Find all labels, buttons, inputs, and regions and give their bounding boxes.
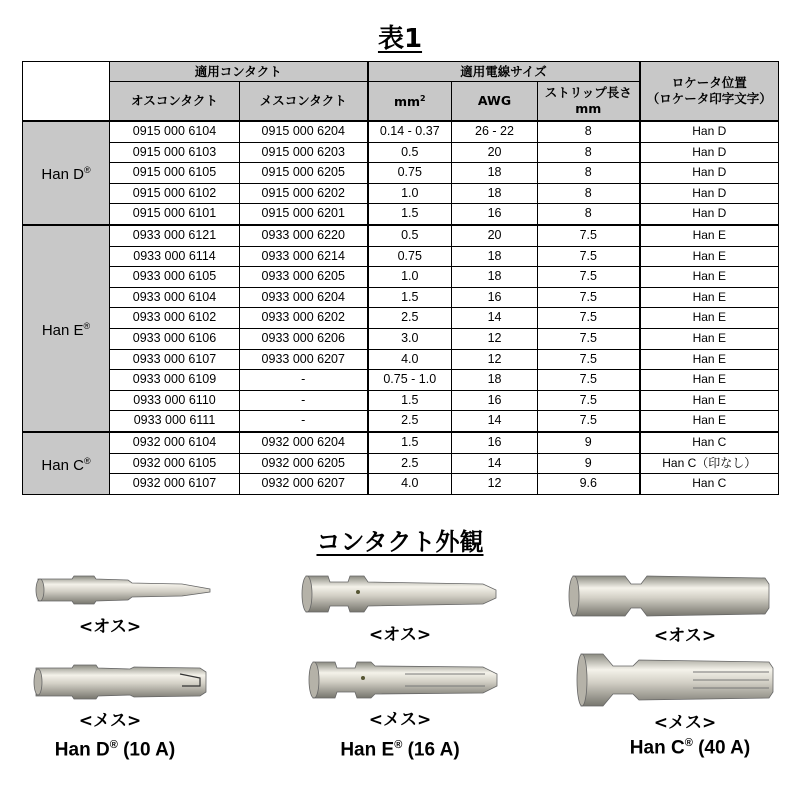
cell-locator: Han E	[640, 411, 779, 432]
cell-mm2: 0.14 - 0.37	[368, 121, 452, 142]
han-d-male-contact-image	[32, 565, 217, 615]
cell-male: 0932 000 6107	[110, 474, 240, 495]
cell-mm2: 3.0	[368, 328, 452, 349]
cell-mm2: 4.0	[368, 349, 452, 370]
cell-awg: 20	[452, 142, 538, 163]
cell-locator: Han E	[640, 246, 779, 267]
table-body	[23, 121, 779, 494]
cell-locator: Han D	[640, 183, 779, 204]
header-applicable-wire: 適用電線サイズ	[368, 62, 640, 82]
cell-female: 0915 000 6203	[240, 142, 368, 163]
cell-mm2: 0.5	[368, 142, 452, 163]
cell-female: 0915 000 6205	[240, 163, 368, 184]
table-row	[23, 121, 779, 142]
cell-female: 0915 000 6201	[240, 204, 368, 225]
cell-strip: 8	[538, 163, 640, 184]
table-row	[23, 183, 779, 204]
table-title: 表1	[377, 24, 423, 54]
cell-locator: Han E	[640, 287, 779, 308]
cell-mm2: 0.75	[368, 163, 452, 184]
table-row	[23, 246, 779, 267]
cell-male: 0933 000 6109	[110, 370, 240, 391]
han-d-label: Han D® (10 A)	[54, 739, 176, 761]
cell-female: 0933 000 6207	[240, 349, 368, 370]
cell-awg: 18	[452, 246, 538, 267]
header-male-contact: オスコンタクト	[110, 82, 240, 122]
cell-female: -	[240, 370, 368, 391]
table-row	[23, 390, 779, 411]
header-locator-line2: （ロケータ印字文字）	[646, 91, 772, 106]
cell-strip: 8	[538, 142, 640, 163]
cell-awg: 16	[452, 287, 538, 308]
cell-female: 0915 000 6204	[240, 121, 368, 142]
cell-awg: 26 - 22	[452, 121, 538, 142]
group-label-cell: Han D®	[23, 121, 110, 225]
cell-female: 0933 000 6220	[240, 225, 368, 246]
cell-female: 0932 000 6204	[240, 432, 368, 453]
cell-strip: 7.5	[538, 287, 640, 308]
cell-mm2: 2.5	[368, 453, 452, 474]
table-row	[23, 204, 779, 225]
cell-male: 0915 000 6101	[110, 204, 240, 225]
cell-locator: Han E	[640, 267, 779, 288]
cell-locator: Han C（印なし）	[640, 453, 779, 474]
table-row	[23, 142, 779, 163]
cell-male: 0915 000 6102	[110, 183, 240, 204]
cell-female: 0932 000 6207	[240, 474, 368, 495]
table-row	[23, 225, 779, 246]
cell-locator: Han E	[640, 308, 779, 329]
cell-strip: 7.5	[538, 328, 640, 349]
cell-strip: 7.5	[538, 411, 640, 432]
cell-strip: 9	[538, 453, 640, 474]
cell-mm2: 2.5	[368, 308, 452, 329]
cell-awg: 18	[452, 267, 538, 288]
cell-awg: 14	[452, 453, 538, 474]
cell-mm2: 1.5	[368, 287, 452, 308]
cell-locator: Han D	[640, 163, 779, 184]
cell-awg: 18	[452, 370, 538, 391]
cell-male: 0915 000 6105	[110, 163, 240, 184]
table-row	[23, 432, 779, 453]
cell-mm2: 0.75	[368, 246, 452, 267]
table-row	[23, 267, 779, 288]
cell-strip: 8	[538, 204, 640, 225]
cell-female: 0933 000 6202	[240, 308, 368, 329]
table-row	[23, 474, 779, 495]
cell-male: 0933 000 6110	[110, 390, 240, 411]
cell-strip: 7.5	[538, 370, 640, 391]
cell-mm2: 4.0	[368, 474, 452, 495]
cell-strip: 8	[538, 121, 640, 142]
han-e-female-contact-image	[305, 654, 505, 706]
cell-male: 0933 000 6105	[110, 267, 240, 288]
cell-male: 0933 000 6104	[110, 287, 240, 308]
cell-female: 0933 000 6204	[240, 287, 368, 308]
cell-awg: 20	[452, 225, 538, 246]
header-strip-length	[538, 82, 640, 122]
cell-awg: 12	[452, 328, 538, 349]
han-e-male-contact-image	[298, 568, 503, 620]
han-e-label: Han E® (16 A)	[340, 739, 460, 761]
cell-locator: Han C	[640, 432, 779, 453]
cell-male: 0933 000 6111	[110, 411, 240, 432]
header-strip-line1: ストリップ長さ	[544, 85, 632, 100]
cell-strip: 9.6	[538, 474, 640, 495]
cell-mm2: 1.5	[368, 432, 452, 453]
cell-male: 0915 000 6103	[110, 142, 240, 163]
header-applicable-contact: 適用コンタクト	[110, 62, 368, 82]
cell-female: 0932 000 6205	[240, 453, 368, 474]
cell-mm2: 0.5	[368, 225, 452, 246]
cell-male: 0933 000 6107	[110, 349, 240, 370]
han-c-male-contact-image	[565, 570, 775, 622]
cell-locator: Han D	[640, 121, 779, 142]
header-locator	[640, 62, 779, 122]
table-row	[23, 308, 779, 329]
corner-cell	[23, 62, 110, 122]
cell-mm2: 1.0	[368, 183, 452, 204]
cell-strip: 7.5	[538, 349, 640, 370]
cell-awg: 16	[452, 204, 538, 225]
cell-strip: 7.5	[538, 267, 640, 288]
cell-locator: Han E	[640, 225, 779, 246]
han-d-male-caption: <オス>	[78, 617, 142, 637]
cell-strip: 7.5	[538, 225, 640, 246]
table-row	[23, 453, 779, 474]
header-strip-line2: mm	[575, 101, 602, 116]
cell-strip: 7.5	[538, 308, 640, 329]
table-row	[23, 349, 779, 370]
cell-awg: 12	[452, 349, 538, 370]
cell-male: 0933 000 6106	[110, 328, 240, 349]
cell-female: 0933 000 6206	[240, 328, 368, 349]
cell-strip: 7.5	[538, 390, 640, 411]
cell-mm2: 1.0	[368, 267, 452, 288]
cell-male: 0915 000 6104	[110, 121, 240, 142]
cell-awg: 16	[452, 390, 538, 411]
table-row	[23, 287, 779, 308]
table-row	[23, 411, 779, 432]
cell-female: 0915 000 6202	[240, 183, 368, 204]
group-label-cell: Han C®	[23, 432, 110, 494]
cell-mm2: 1.5	[368, 390, 452, 411]
han-c-label: Han C® (40 A)	[629, 737, 751, 759]
table-row	[23, 370, 779, 391]
han-c-female-caption: <メス>	[653, 713, 717, 733]
cell-male: 0933 000 6114	[110, 246, 240, 267]
cell-locator: Han E	[640, 390, 779, 411]
cell-locator: Han E	[640, 328, 779, 349]
cell-mm2: 0.75 - 1.0	[368, 370, 452, 391]
han-d-female-contact-image	[30, 656, 210, 706]
table-row	[23, 328, 779, 349]
cell-female: -	[240, 411, 368, 432]
cell-mm2: 1.5	[368, 204, 452, 225]
cell-locator: Han D	[640, 142, 779, 163]
cell-strip: 7.5	[538, 246, 640, 267]
han-e-male-caption: <オス>	[368, 625, 432, 645]
header-female-contact: メスコンタクト	[240, 82, 368, 122]
han-e-female-caption: <メス>	[368, 710, 432, 730]
cell-awg: 14	[452, 411, 538, 432]
cell-locator: Han E	[640, 349, 779, 370]
cell-locator: Han D	[640, 204, 779, 225]
cell-male: 0932 000 6105	[110, 453, 240, 474]
cell-female: 0933 000 6214	[240, 246, 368, 267]
han-c-female-contact-image	[573, 650, 778, 710]
cell-awg: 12	[452, 474, 538, 495]
cell-awg: 18	[452, 183, 538, 204]
cell-female: 0933 000 6205	[240, 267, 368, 288]
cell-awg: 18	[452, 163, 538, 184]
table-row	[23, 163, 779, 184]
header-mm2: $mm^2$	[368, 82, 452, 122]
contact-spec-table	[22, 61, 779, 495]
cell-strip: 9	[538, 432, 640, 453]
cell-mm2: 2.5	[368, 411, 452, 432]
appearance-title: コンタクト外観	[316, 528, 484, 556]
han-c-male-caption: <オス>	[653, 626, 717, 646]
cell-awg: 16	[452, 432, 538, 453]
group-label-cell: Han E®	[23, 225, 110, 432]
cell-awg: 14	[452, 308, 538, 329]
cell-strip: 8	[538, 183, 640, 204]
header-awg: AWG	[452, 82, 538, 122]
header-locator-line1: ロケータ位置	[671, 75, 747, 90]
cell-male: 0932 000 6104	[110, 432, 240, 453]
cell-male: 0933 000 6102	[110, 308, 240, 329]
cell-locator: Han C	[640, 474, 779, 495]
cell-female: -	[240, 390, 368, 411]
han-d-female-caption: <メス>	[78, 711, 142, 731]
cell-locator: Han E	[640, 370, 779, 391]
cell-male: 0933 000 6121	[110, 225, 240, 246]
